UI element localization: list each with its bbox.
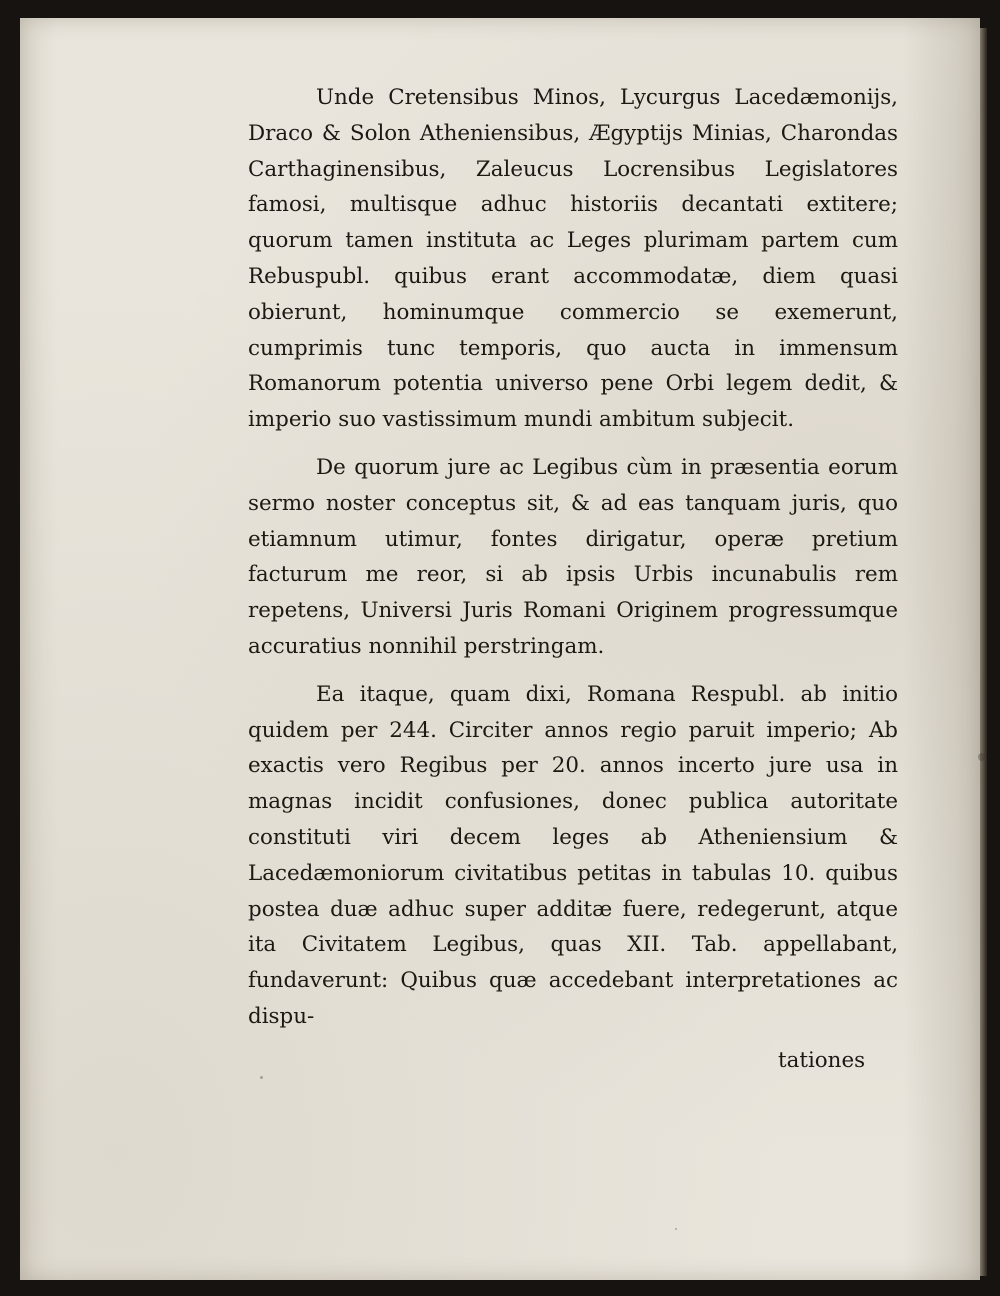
paragraph-1: Unde Cretensibus Minos, Lycurgus Lacedæmonijs, Draco & Solon Atheniensibus, Ægyptijs Minias, Charondas Carthaginensibus, Zaleucus Locrensibus Legislatores famosi, multisque adhuc historiis decantati extitere; quorum tamen instituta ac Leges plurimam partem cum Rebuspubl. quibus erant accommodatæ, diem quasi obierunt, hominumque commercio se exemerunt, cumprimis tunc temporis, quo aucta in immensum Romanorum potentia universo pene Orbi legem dedit, & imperio suo vastissimum mundi ambitum subjecit. (248, 85, 898, 433)
body-text (248, 80, 898, 1035)
paper-speck (675, 1228, 677, 1230)
paragraph-3: Ea itaque, quam dixi, Romana Respubl. ab initio quidem per 244. Circiter annos regio paruit imperio; Ab exactis vero Regibus per 20. annos incerto jure usa in magnas incidit confusiones, donec publica autoritate constituti viri decem leges ab Atheniensium & Lacedæmoniorum civitatibus petitas in tabulas 10. quibus postea duæ adhuc super additæ fuere, redegerunt, atque ita Civitatem Legibus, quas XII. Tab. appellabant, fundaverunt: Quibus quæ accedebant interpretationes ac dispu- (248, 681, 898, 1029)
paragraph-2: De quorum jure ac Legibus cùm in præsentia eorum sermo noster conceptus sit, & ad eas tanquam juris, quo etiamnum utimur, fontes dirigatur, operæ pretium facturum me reor, si ab ipsis Urbis incunabulis rem repetens, Universi Juris Romani Originem progressumque accuratius nonnihil perstringam. (248, 454, 898, 659)
paper-speck (260, 1076, 263, 1079)
catchword: tationes (778, 1048, 866, 1073)
paper-speck (978, 753, 985, 761)
